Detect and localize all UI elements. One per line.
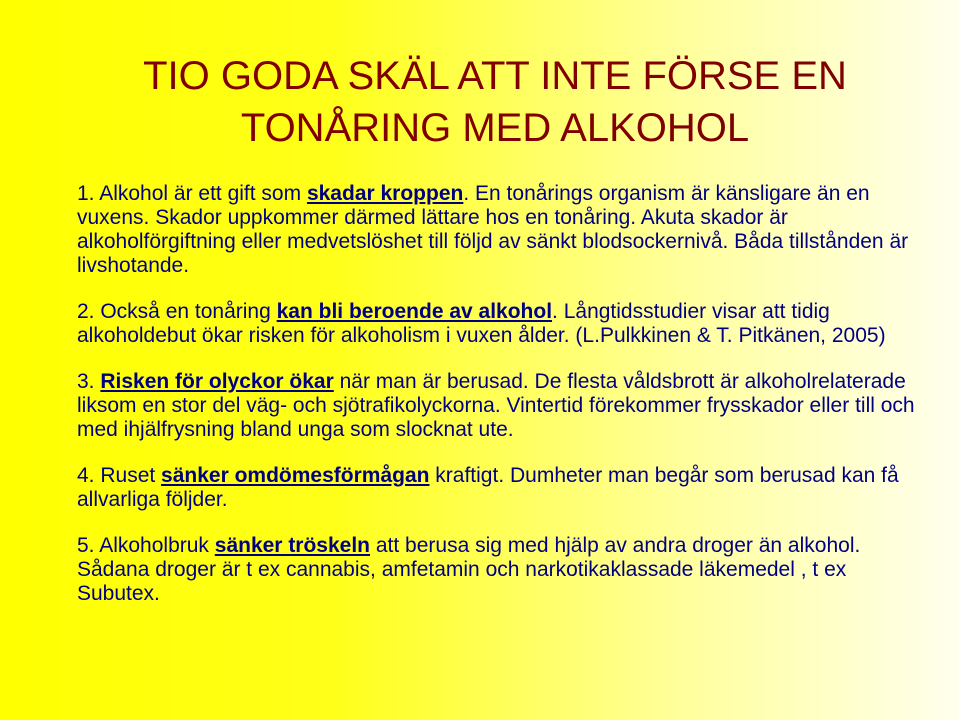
reason-3-before: 3. (77, 370, 101, 393)
reason-5-before: 5. Alkoholbruk (77, 534, 215, 557)
reason-1-emphasis: skadar kroppen (306, 182, 464, 205)
reason-3-after: när man är berusad. De flesta våldsbrott är alkoholrelaterade liksom en stor del väg- och sjötrafikolyckorna. Vintertid förekommer frysskador eller till och med ihjälfrysning bland unga som slocknat ute. (77, 370, 915, 441)
reason-3-emphasis: Risken för olyckor ökar (100, 370, 334, 393)
reason-2-before: 2. Också en tonåring (77, 300, 277, 323)
reason-5-emphasis: sänker tröskeln (214, 534, 371, 557)
reason-item-4 (77, 464, 927, 512)
title-line-2: TONÅRING MED ALKOHOL (240, 106, 750, 150)
reason-5-after: att berusa sig med hjälp av andra droger än alkohol. Sådana droger är t ex cannabis, amfetamin och narkotikaklassade läkemedel , t ex Subutex. (77, 534, 861, 605)
reason-4-emphasis: sänker omdömesförmågan (161, 464, 430, 487)
reason-1-before: 1. Alkohol är ett gift som (77, 182, 307, 205)
title-line-1: TIO GODA SKÄL ATT INTE FÖRSE EN (143, 54, 847, 98)
reason-item-5 (77, 534, 927, 606)
reason-4-after: kraftigt. Dumheter man begår som berusad kan få allvarliga följder. (77, 464, 899, 511)
reason-4-before: 4. Ruset (77, 464, 162, 487)
reason-2-after: . Långtidsstudier visar att tidig alkoholdebut ökar risken för alkoholism i vuxen ålder. (L.Pulkkinen & T. Pitkänen, 2005) (77, 300, 886, 347)
reason-1-after: . En tonårings organism är känsligare än en vuxens. Skador uppkommer därmed lättare hos en tonåring. Akuta skador är alkoholförgiftning eller medvetslöshet till följd av sänkt blodsockernivå. Båda tillstånden är livshotande. (77, 182, 909, 277)
reason-item-1 (77, 182, 927, 278)
reasons-list (77, 182, 927, 628)
slide-title (0, 50, 959, 154)
reason-2-emphasis: kan bli beroende av alkohol (276, 300, 553, 323)
reason-item-2 (77, 300, 927, 348)
reason-item-3 (77, 370, 927, 442)
